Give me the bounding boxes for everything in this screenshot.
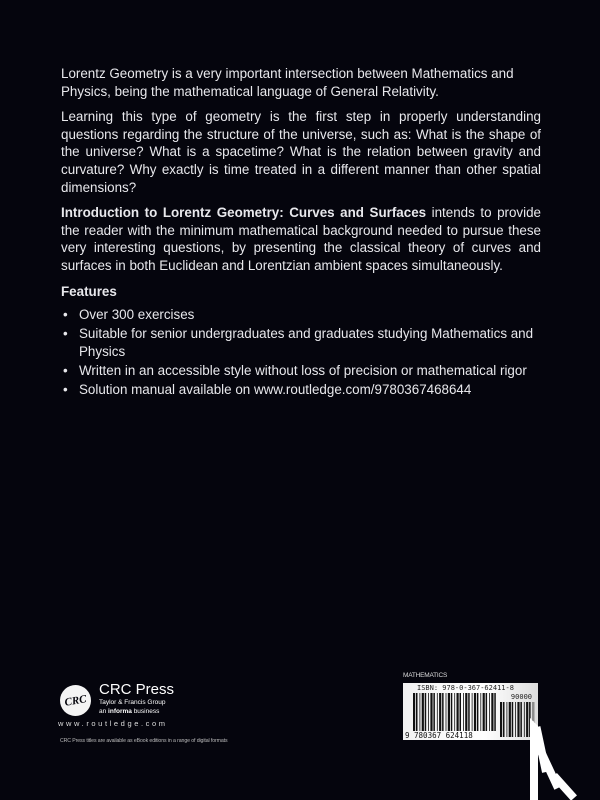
publisher-group: Taylor & Francis Group [99, 699, 166, 706]
barcode-bar [477, 693, 479, 731]
barcode-bar [437, 693, 438, 731]
tagline-bold: informa [108, 708, 132, 715]
publisher-url: www.routledge.com [58, 719, 168, 728]
isbn-text: ISBN: 978-0-367-62411-8 [417, 684, 514, 692]
barcode-bar [494, 693, 496, 731]
bullet-icon: • [63, 326, 68, 342]
barcode-bar [517, 702, 519, 737]
barcode-bar [526, 702, 528, 737]
barcode-bars [413, 693, 497, 731]
book-description: intends to provide the reader with the minimum mathematical background needed to pursue these very interesting questions, by presenting the classical theory of curves and surfaces in both Euclidean and Lorentzian ambient spaces simultaneously. [61, 205, 541, 273]
crc-logo-icon: CRC [58, 683, 94, 719]
publisher-name: CRC Press [99, 681, 175, 698]
barcode-bar [491, 693, 493, 731]
barcode-bar [425, 693, 427, 731]
barcode-bar [448, 693, 450, 731]
bullet-icon: • [63, 382, 68, 397]
tagline-prefix: an [99, 708, 109, 715]
barcode-bar [507, 702, 508, 737]
barcode-bar [520, 702, 522, 737]
barcode-bar [472, 693, 473, 731]
feature-text: Over 300 exercises [79, 307, 195, 323]
barcode-bar [420, 693, 421, 731]
book-description-paragraph [61, 204, 541, 274]
barcode-bar [446, 693, 447, 731]
bullet-icon: • [63, 307, 68, 323]
barcode-bar [422, 693, 424, 731]
barcode-bar [460, 693, 462, 731]
barcode-bar [500, 702, 502, 737]
barcode-bar [433, 693, 435, 731]
barcode-bar [474, 693, 476, 731]
ean-number: 9 780367 624118 [405, 731, 473, 740]
isbn-barcode [403, 683, 538, 740]
feature-item [61, 306, 541, 324]
barcode-bar [509, 702, 511, 737]
ebook-note: CRC Press titles are available as eBook editions in a range of digital formats [60, 738, 228, 744]
feature-text: Solution manual available on www.routledge.com/9780367468644 [79, 382, 472, 397]
barcode-bar [457, 693, 459, 731]
intro-paragraph: Lorentz Geometry is a very important intersection between Mathematics and Physics, being the mathematical language of General Relativity. [61, 66, 514, 99]
barcode-bar [503, 702, 505, 737]
barcode-bar [486, 693, 488, 731]
feature-text: Suitable for senior undergraduates and graduates studying Mathematics and Physics [79, 326, 534, 359]
features-list [61, 306, 541, 398]
barcode-bar [413, 693, 415, 731]
publisher-tagline [99, 708, 159, 715]
feature-item [61, 362, 541, 380]
barcode-bar [454, 693, 455, 731]
barcode-bar [465, 693, 467, 731]
feature-text: Written in an accessible style without loss of precision or mathematical rigor [79, 362, 527, 378]
book-title: Introduction to Lorentz Geometry: Curves and Surfaces [61, 205, 427, 221]
barcode-bar [512, 702, 514, 737]
bullet-icon: • [63, 362, 68, 378]
barcode-bar [468, 693, 470, 731]
barcode-bar [483, 693, 485, 731]
features-heading: Features [61, 283, 117, 299]
falling-dominoes-icon [530, 718, 600, 800]
subject-label: MATHEMATICS [403, 672, 448, 679]
tagline-suffix: business [131, 708, 160, 715]
barcode-bar [480, 693, 481, 731]
barcode-bar [430, 693, 432, 731]
barcode-bar [428, 693, 429, 731]
barcode-bar [463, 693, 464, 731]
barcode-bar [451, 693, 453, 731]
barcode-bar [442, 693, 444, 731]
barcode-bar [524, 702, 525, 737]
barcode-bar [416, 693, 418, 731]
back-cover-text [61, 65, 541, 400]
barcode-bar [489, 693, 490, 731]
barcode-bar [439, 693, 441, 731]
barcode-bar [515, 702, 516, 737]
price-code: 90000 [510, 693, 532, 701]
feature-item [61, 325, 541, 360]
questions-paragraph: Learning this type of geometry is the first step in properly understanding questions regarding the structure of the universe, such as: What is the shape of the universe? What is a spacetime? What is the relation between gravity and curvature? Why exactly is time treated in a different manner than other spatial dimensions? [61, 109, 541, 195]
feature-item [61, 381, 541, 399]
